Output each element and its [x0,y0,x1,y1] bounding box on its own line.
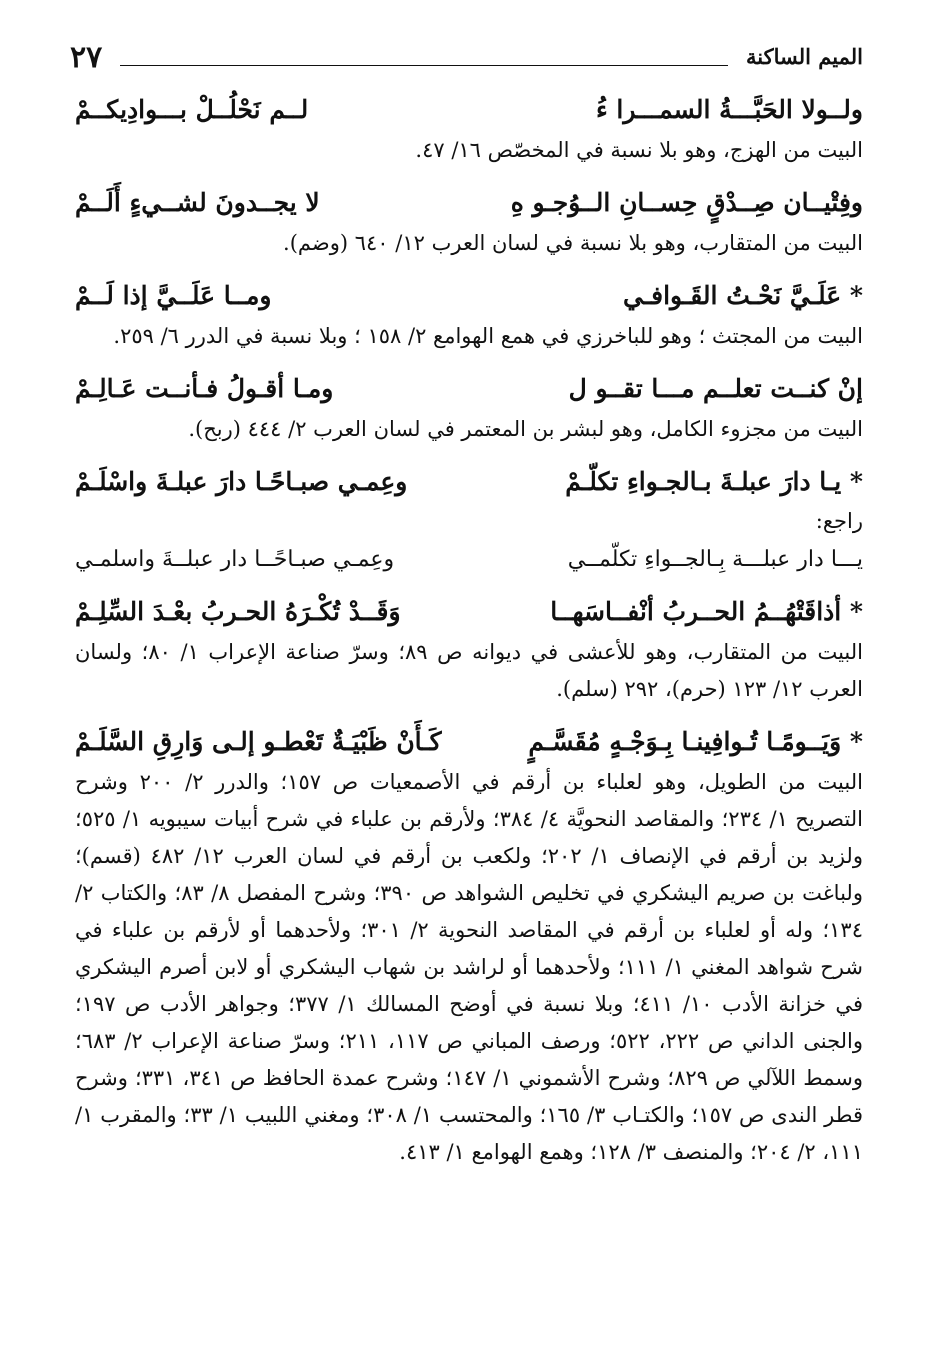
page-content [75,88,863,1183]
verse-note: البيت من الطويل، وهو لعلباء بن أرقم في الأصمعيات ص ١٥٧؛ والدرر ٢/ ٢٠٠ وشرح التصريح ١/ ٢٣٤؛ والمقاصد النحويَّة ٤/ ٣٨٤؛ ولأرقم بن علباء في شرح أبيات سيبويه ١/ ٥٢٥؛ ولزيد بن أرقم في الإنصاف ١/ ٢٠٢؛ ولكعب بن أرقم في لسان العرب ١٢/ ٤٨٢ (قسم)؛ ولباغت بن صريم اليشكري في تخليص الشواهد ص ٣٩٠؛ وشرح المفصل ٨/ ٨٣؛ والكتاب ٢/ ١٣٤؛ وله أو لعلباء بن أرقم في المقاصد النحوية ٢/ ٣٠١؛ ولأحدهما أو لأرقم بن علباء في شرح شواهد المغني ١/ ١١١؛ ولأحدهما أو لراشد بن شهاب اليشكري أو لابن أصرم اليشكري في خزانة الأدب ١٠/ ٤١١؛ وبلا نسبة في أوضح المسالك ١/ ٣٧٧؛ وجواهر الأدب ص ١٩٧؛ والجنى الداني ص ٢٢٢، ٥٢٢؛ ورصف المباني ص ١١٧، ٢١١؛ وسرّ صناعة الإعراب ٢/ ٦٨٣؛ وسمط اللآلي ص ٨٢٩؛ وشرح الأشموني ١/ ١٤٧؛ وشرح عمدة الحافظ ص ٣٤١، ٣٣١؛ وشرح قطر الندى ص ١٥٧؛ والكتـاب ٣/ ١٦٥؛ والمحتسب ١/ ٣٠٨؛ ومغني اللبيب ١/ ٣٣؛ والمقرب ١/ ١١١، ٢/ ٢٠٤؛ والمنصف ٣/ ١٢٨؛ وهمع الهوامع ١/ ٤١٣. [75,770,864,1164]
entry [75,460,863,582]
verse-first-hemistich: * وَيَــومًـا تُـوافِينـا بِـوَجْـهٍ مُقَسَّـمٍ [528,727,863,756]
verse-second-hemistich: وَقَــدْ تُكْـرَهُ الحـربُ بعْـدَ السِّلِـمْ [75,597,401,626]
verse-note: البيت من مجزوء الكامل، وهو لبشر بن المعتمر في لسان العرب ٢/ ٤٤٤ (ربح). [188,417,863,441]
cross-reference-label: راجع: [815,509,863,533]
entry [75,590,863,708]
verse-note: البيت من المتقارب، وهو بلا نسبة في لسان العرب ١٢/ ٦٤٠ (وضم). [283,231,863,255]
verse-second-hemistich: ومــا عَلَــيَّ إذا لَــمْ [75,281,272,310]
verse-note: البيت من الهزج، وهو بلا نسبة في المخصّص ١٦/ ٤٧. [415,138,863,162]
verse-line [75,274,863,318]
verse-first-hemistich: إنْ كنــت تعلــم مـــا تقــو ل [568,374,863,403]
verse-first-hemistich: يـــا دار عبلـــة بِـالجــواءِ تكلّمــي [567,547,863,572]
page-header [70,40,863,74]
entry [75,181,863,262]
entry [75,274,863,355]
verse-first-hemistich: وفِتْيــان صِــدْقٍ حِســانِ الــوُجـو هِ [510,188,863,217]
verse-second-hemistich: وعِمـي صبـاحًــا دار عبلــةَ واسلمـي [75,547,395,572]
verse-note: البيت من المتقارب، وهو للأعشى في ديوانه ص ٨٩؛ وسرّ صناعة الإعراب ١/ ٨٠؛ ولسان العرب ١٢/ ١٢٣ (حرم)، ٢٩٢ (سلم). [75,640,863,701]
verse-line [75,88,863,132]
verse-first-hemistich: * أذاقَتْهُــمُ الحــربُ أنْفــاسَهــا [550,597,863,626]
verse-note: البيت من المجتث ؛ وهو للباخرزي في همع الهوامع ٢/ ١٥٨ ؛ وبلا نسبة في الدرر ٦/ ٢٥٩. [113,324,863,348]
verse-second-hemistich: ومـا أقـولُ فـأنــت عَـالِـمْ [75,374,334,403]
entry [75,720,863,1171]
entry [75,88,863,169]
verse-second-hemistich: وعِمـي صبـاحًـا دارَ عبلـةَ واسْلَـمْ [75,467,408,496]
verse-line [75,720,863,764]
verse-line [75,590,863,634]
header-rule [120,65,728,66]
page-number: ٢٧ [70,40,103,75]
verse-second-hemistich: لا يجــدونَ لشــيءٍ أَلَــمْ [75,188,320,217]
entry [75,367,863,448]
verse-first-hemistich: ولــولا الحَبَّـــةُ السمـــرا ءُ [595,95,863,124]
verse-first-hemistich: * عَلَـيَّ نَحْـتُ القَـوافـي [622,281,863,310]
verse-second-hemistich: كَـأَنْ ظَبْيَـةٌ تَعْطـو إلـى وَارِقِ السَّلَـمْ [75,727,442,756]
verse-line [75,181,863,225]
verse-first-hemistich: * يـا دارَ عبلـةَ بـالجـواءِ تكلّـمْ [565,467,863,496]
verse-line-variant [75,538,863,582]
verse-second-hemistich: لــم نَحْلُــلْ بـــوادِيكــمْ [75,95,309,124]
verse-line [75,460,863,504]
verse-line [75,367,863,411]
chapter-title: الميم الساكنة [746,44,863,69]
